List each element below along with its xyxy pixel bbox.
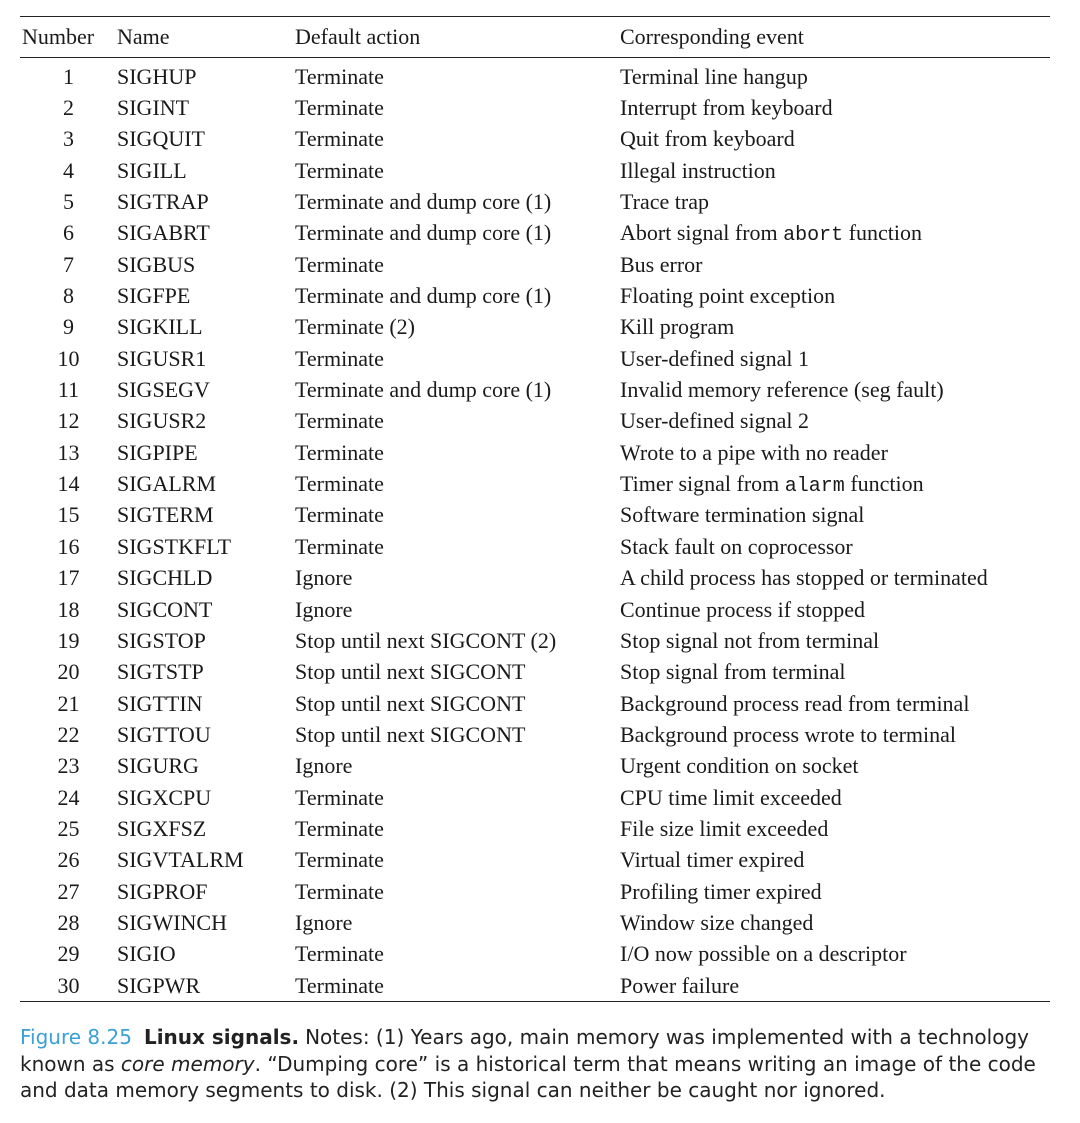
cell-signal-name: SIGTERM xyxy=(117,502,214,528)
table-row xyxy=(20,374,1050,405)
cell-signal-name: SIGFPE xyxy=(117,283,191,309)
cell-corresponding-event xyxy=(620,939,1050,970)
cell-number: 23 xyxy=(57,753,80,779)
cell-default-action: Stop until next SIGCONT (2) xyxy=(295,627,557,653)
table-row xyxy=(20,343,1050,374)
cell-corresponding-event xyxy=(620,437,1050,468)
cell-default-action: Terminate xyxy=(295,251,384,277)
cell-number: 9 xyxy=(63,314,74,340)
event-text: Quit from keyboard xyxy=(620,126,795,152)
table-row xyxy=(20,876,1050,907)
cell-number: 6 xyxy=(63,220,74,246)
event-text: A child process has stopped or terminated xyxy=(620,565,988,591)
cell-signal-name: SIGHUP xyxy=(117,63,197,89)
event-text: Trace trap xyxy=(620,189,709,215)
cell-corresponding-event xyxy=(620,594,1050,625)
cell-default-action: Ignore xyxy=(295,596,353,622)
table-row xyxy=(20,58,1050,93)
cell-signal-name: SIGILL xyxy=(117,157,187,183)
cell-number: 20 xyxy=(57,659,80,685)
cell-default-action: Ignore xyxy=(295,909,353,935)
table-row xyxy=(20,437,1050,468)
cell-default-action: Terminate xyxy=(295,847,384,873)
cell-number: 26 xyxy=(57,847,80,873)
cell-signal-name: SIGABRT xyxy=(117,220,210,246)
cell-signal-name: SIGTSTP xyxy=(117,659,204,685)
cell-number: 21 xyxy=(57,690,80,716)
event-text: Stop signal from terminal xyxy=(620,659,846,685)
cell-number: 13 xyxy=(57,439,80,465)
cell-default-action: Terminate xyxy=(295,941,384,967)
event-text: Invalid memory reference (seg fault) xyxy=(620,377,944,403)
cell-signal-name: SIGSTKFLT xyxy=(117,533,232,559)
table-row xyxy=(20,312,1050,343)
cell-number: 16 xyxy=(57,533,80,559)
cell-default-action: Terminate (2) xyxy=(295,314,416,340)
cell-default-action: Stop until next SIGCONT xyxy=(295,721,526,747)
cell-number: 29 xyxy=(57,941,80,967)
event-text: Virtual timer expired xyxy=(620,847,805,873)
event-text: Power failure xyxy=(620,972,740,998)
cell-corresponding-event xyxy=(620,907,1050,938)
cell-signal-name: SIGPROF xyxy=(117,878,208,904)
cell-signal-name: SIGIO xyxy=(117,941,176,967)
table-row xyxy=(20,563,1050,594)
figure-label: Figure 8.25 xyxy=(20,1025,132,1049)
table-header-row xyxy=(20,17,1050,58)
event-text: Profiling timer expired xyxy=(620,878,822,904)
event-text: Floating point exception xyxy=(620,283,836,309)
header-corresponding-event: Corresponding event xyxy=(620,24,804,49)
cell-signal-name: SIGSEGV xyxy=(117,377,210,403)
event-text: Terminal line hangup xyxy=(620,63,808,89)
event-code: alarm xyxy=(784,474,845,498)
table-row xyxy=(20,751,1050,782)
caption-text-2: . “Dumping core” is a historical term that means writing an image of the code and data memory segments to disk. (2) This signal can neither be caught nor ignored. xyxy=(20,1051,1036,1102)
table-bottom-rule xyxy=(20,1001,1050,1002)
cell-number: 10 xyxy=(57,345,80,371)
cell-signal-name: SIGTRAP xyxy=(117,189,209,215)
cell-default-action: Stop until next SIGCONT xyxy=(295,659,526,685)
cell-number: 4 xyxy=(63,157,74,183)
event-text: Bus error xyxy=(620,251,703,277)
table-row xyxy=(20,657,1050,688)
cell-default-action: Terminate xyxy=(295,408,384,434)
cell-default-action: Terminate and dump core (1) xyxy=(295,220,552,246)
cell-number: 19 xyxy=(57,627,80,653)
cell-corresponding-event xyxy=(620,813,1050,844)
cell-signal-name: SIGVTALRM xyxy=(117,847,244,873)
event-text: Abort signal from xyxy=(620,219,784,245)
event-text: Background process wrote to terminal xyxy=(620,721,957,747)
cell-corresponding-event xyxy=(620,468,1050,499)
cell-number: 7 xyxy=(63,251,74,277)
cell-signal-name: SIGUSR2 xyxy=(117,408,207,434)
cell-signal-name: SIGSTOP xyxy=(117,627,206,653)
cell-default-action: Terminate xyxy=(295,502,384,528)
header-number: Number xyxy=(22,24,95,49)
cell-signal-name: SIGCONT xyxy=(117,596,213,622)
cell-corresponding-event xyxy=(620,531,1050,562)
cell-signal-name: SIGQUIT xyxy=(117,126,205,152)
event-text: I/O now possible on a descriptor xyxy=(620,941,907,967)
cell-corresponding-event xyxy=(620,249,1050,280)
cell-default-action: Ignore xyxy=(295,753,353,779)
cell-corresponding-event xyxy=(620,280,1050,311)
cell-number: 17 xyxy=(57,565,80,591)
cell-default-action: Terminate xyxy=(295,784,384,810)
event-text: User-defined signal 1 xyxy=(620,345,809,371)
cell-signal-name: SIGCHLD xyxy=(117,565,213,591)
table-row xyxy=(20,688,1050,719)
table-row xyxy=(20,939,1050,970)
cell-number: 2 xyxy=(63,95,74,121)
cell-signal-name: SIGBUS xyxy=(117,251,196,277)
cell-corresponding-event xyxy=(620,751,1050,782)
event-text: Window size changed xyxy=(620,909,814,935)
cell-number: 15 xyxy=(57,502,80,528)
cell-corresponding-event xyxy=(620,657,1050,688)
caption-text-1: Notes: (1) Years ago, main memory was implemented with a technology known as xyxy=(20,1025,1029,1076)
event-text: function xyxy=(843,219,922,245)
cell-corresponding-event xyxy=(620,343,1050,374)
event-text: Urgent condition on socket xyxy=(620,753,859,779)
cell-default-action: Terminate xyxy=(295,533,384,559)
cell-corresponding-event xyxy=(620,186,1050,217)
cell-signal-name: SIGURG xyxy=(117,753,199,779)
event-text: User-defined signal 2 xyxy=(620,408,809,434)
cell-default-action: Terminate and dump core (1) xyxy=(295,283,552,309)
cell-corresponding-event xyxy=(620,406,1050,437)
event-text: Background process read from terminal xyxy=(620,690,970,716)
cell-number: 22 xyxy=(57,721,80,747)
cell-signal-name: SIGPIPE xyxy=(117,439,198,465)
cell-corresponding-event xyxy=(620,124,1050,155)
table-row xyxy=(20,845,1050,876)
table-row xyxy=(20,594,1050,625)
event-text: CPU time limit exceeded xyxy=(620,784,842,810)
header-default-action: Default action xyxy=(295,24,421,49)
event-text: Stack fault on coprocessor xyxy=(620,533,853,559)
event-code: abort xyxy=(783,223,844,247)
cell-default-action: Terminate xyxy=(295,972,384,998)
cell-number: 1 xyxy=(63,63,74,89)
cell-corresponding-event xyxy=(620,155,1050,186)
cell-signal-name: SIGALRM xyxy=(117,471,217,497)
cell-corresponding-event xyxy=(620,500,1050,531)
cell-corresponding-event xyxy=(620,970,1050,1001)
cell-default-action: Terminate xyxy=(295,63,384,89)
cell-corresponding-event xyxy=(620,688,1050,719)
event-text: Kill program xyxy=(620,314,735,340)
cell-signal-name: SIGPWR xyxy=(117,972,201,998)
table-row xyxy=(20,531,1050,562)
cell-signal-name: SIGWINCH xyxy=(117,909,227,935)
figure-caption xyxy=(20,1024,1060,1104)
table-row xyxy=(20,907,1050,938)
cell-corresponding-event xyxy=(620,782,1050,813)
table-row xyxy=(20,186,1050,217)
table-row xyxy=(20,92,1050,123)
cell-corresponding-event xyxy=(620,58,1050,93)
table-row xyxy=(20,468,1050,499)
figure-title: Linux signals. xyxy=(143,1025,300,1049)
cell-signal-name: SIGKILL xyxy=(117,314,203,340)
cell-corresponding-event xyxy=(620,625,1050,656)
table-row xyxy=(20,719,1050,750)
event-text: Illegal instruction xyxy=(620,157,776,183)
cell-default-action: Terminate xyxy=(295,126,384,152)
table-row xyxy=(20,625,1050,656)
cell-number: 24 xyxy=(57,784,80,810)
cell-default-action: Terminate and dump core (1) xyxy=(295,377,552,403)
cell-corresponding-event xyxy=(620,92,1050,123)
cell-corresponding-event xyxy=(620,876,1050,907)
caption-term: core memory xyxy=(120,1051,255,1076)
cell-default-action: Ignore xyxy=(295,565,353,591)
cell-signal-name: SIGXFSZ xyxy=(117,815,207,841)
cell-corresponding-event xyxy=(620,845,1050,876)
cell-default-action: Stop until next SIGCONT xyxy=(295,690,526,716)
cell-number: 25 xyxy=(57,815,80,841)
cell-number: 27 xyxy=(57,878,80,904)
cell-default-action: Terminate and dump core (1) xyxy=(295,189,552,215)
cell-default-action: Terminate xyxy=(295,878,384,904)
cell-corresponding-event xyxy=(620,218,1050,249)
cell-number: 11 xyxy=(57,377,80,403)
cell-corresponding-event xyxy=(620,563,1050,594)
cell-number: 30 xyxy=(57,972,80,998)
table-row xyxy=(20,813,1050,844)
cell-signal-name: SIGTTIN xyxy=(117,690,203,716)
event-text: Continue process if stopped xyxy=(620,596,866,622)
cell-number: 5 xyxy=(63,189,74,215)
cell-number: 8 xyxy=(63,283,74,309)
cell-corresponding-event xyxy=(620,719,1050,750)
cell-signal-name: SIGTTOU xyxy=(117,721,211,747)
cell-corresponding-event xyxy=(620,374,1050,405)
cell-default-action: Terminate xyxy=(295,471,384,497)
table-row xyxy=(20,280,1050,311)
event-text: Timer signal from xyxy=(620,470,785,496)
cell-default-action: Terminate xyxy=(295,815,384,841)
header-name: Name xyxy=(117,24,170,49)
cell-signal-name: SIGXCPU xyxy=(117,784,212,810)
cell-corresponding-event xyxy=(620,312,1050,343)
table-row xyxy=(20,406,1050,437)
event-text: Stop signal not from terminal xyxy=(620,627,880,653)
table-row xyxy=(20,124,1050,155)
table-row xyxy=(20,970,1050,1001)
table-row xyxy=(20,155,1050,186)
cell-default-action: Terminate xyxy=(295,95,384,121)
table-body xyxy=(20,58,1050,1002)
table-row xyxy=(20,500,1050,531)
table-row xyxy=(20,782,1050,813)
signals-table-container xyxy=(20,16,1050,1002)
cell-default-action: Terminate xyxy=(295,439,384,465)
cell-default-action: Terminate xyxy=(295,345,384,371)
event-text: Wrote to a pipe with no reader xyxy=(620,439,888,465)
cell-number: 3 xyxy=(63,126,74,152)
event-text: Software termination signal xyxy=(620,502,865,528)
table-row xyxy=(20,249,1050,280)
cell-number: 12 xyxy=(57,408,80,434)
linux-signals-table xyxy=(20,17,1050,1001)
cell-signal-name: SIGINT xyxy=(117,95,190,121)
cell-signal-name: SIGUSR1 xyxy=(117,345,207,371)
event-text: Interrupt from keyboard xyxy=(620,95,833,121)
cell-number: 28 xyxy=(57,909,80,935)
table-row xyxy=(20,218,1050,249)
cell-number: 18 xyxy=(57,596,80,622)
cell-number: 14 xyxy=(57,471,80,497)
event-text: File size limit exceeded xyxy=(620,815,829,841)
cell-default-action: Terminate xyxy=(295,157,384,183)
event-text: function xyxy=(844,470,924,496)
